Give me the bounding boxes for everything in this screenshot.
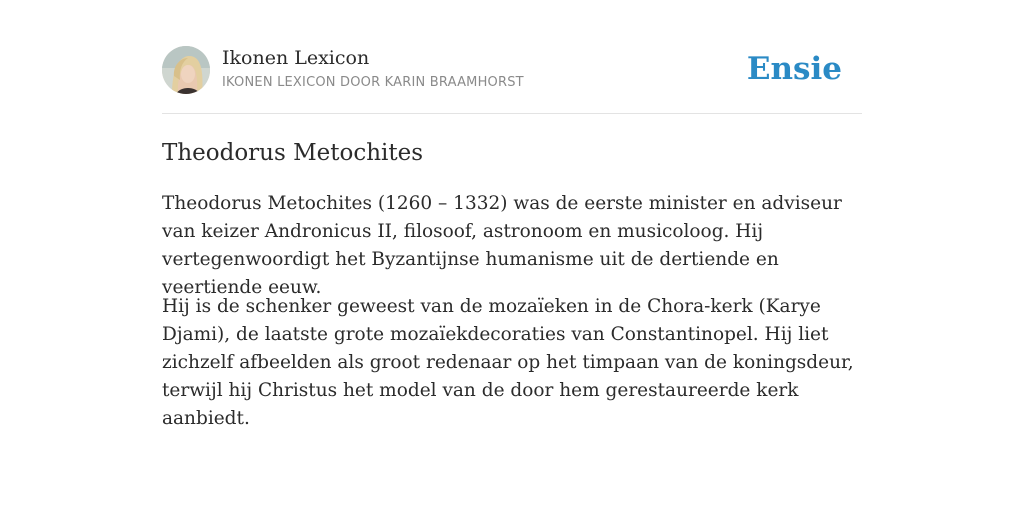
article-paragraph-1: Theodorus Metochites (1260 – 1332) was de eerste minister en adviseur van keizer Andronicus II, filosoof, astronoom en musicoloog. Hij vertegenwoordigt het Byzantijnse humanisme uit de dertiende en veertiende eeuw.	[162, 193, 842, 298]
page-title: Theodorus Metochites	[162, 140, 424, 166]
article-paragraph-2: Hij is de schenker geweest van de mozaïeken in de Chora-kerk (Karye Djami), de laatste grote mozaïekdecoraties van Constantinopel. Hij liet zichzelf afbeelden als groot redenaar op het timpaan van de koningsdeur, terwijl hij Christus het model van de door hem gerestaureerde kerk aanbiedt.	[162, 296, 854, 429]
avatar[interactable]	[162, 46, 210, 94]
avatar-portrait-icon	[162, 46, 210, 94]
card	[162, 0, 862, 429]
ensie-logo[interactable]: Ensie	[746, 51, 842, 87]
header	[162, 0, 862, 114]
brand-title[interactable]: Ikonen Lexicon	[222, 47, 370, 69]
brand-subtitle: IKONEN LEXICON DOOR KARIN BRAAMHORST	[222, 75, 524, 90]
